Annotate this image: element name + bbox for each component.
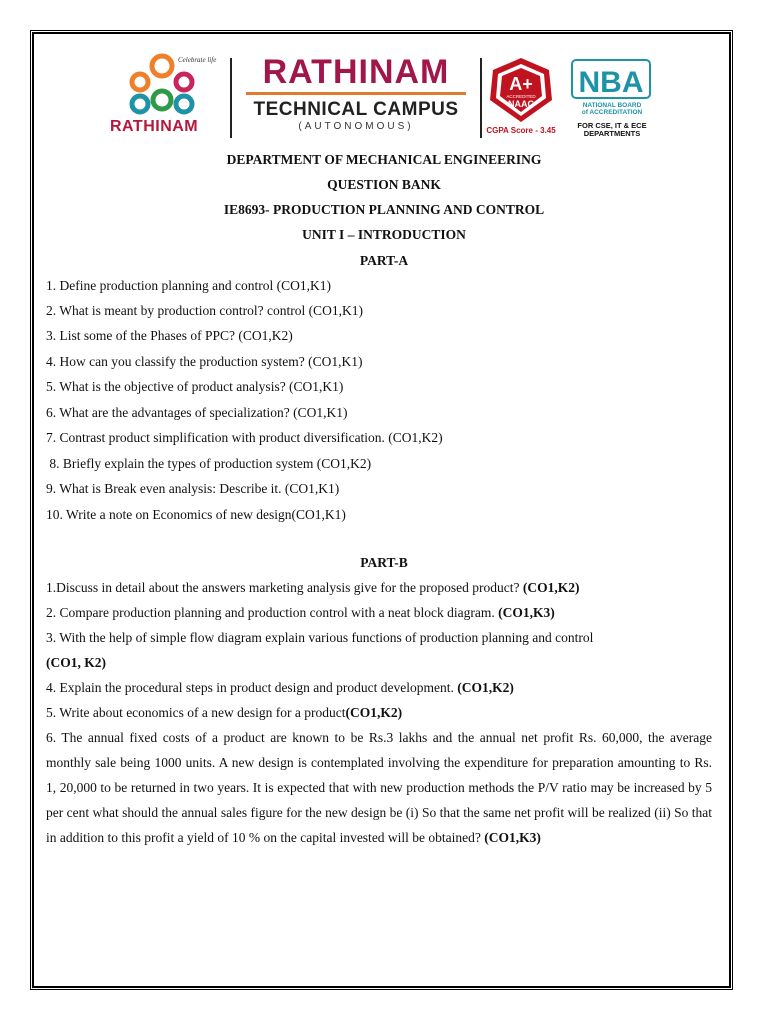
naac-grade: A+ xyxy=(509,74,533,94)
part-a-question: 4. How can you classify the production system? (CO1,K1) xyxy=(46,354,363,369)
nba-line-3: FOR CSE, IT & ECE xyxy=(577,121,647,130)
campus-name: RATHINAM xyxy=(262,53,450,91)
department-title: DEPARTMENT OF MECHANICAL ENGINEERING xyxy=(226,152,542,167)
naac-label: NAAC xyxy=(508,99,534,109)
part-a-question: 7. Contrast product simplification with product diversification. (CO1,K2) xyxy=(46,430,443,445)
part-b-question-co xyxy=(46,655,106,671)
question-co-tag: (CO1,K3) xyxy=(498,605,555,620)
part-b-question xyxy=(46,705,402,721)
campus-underline xyxy=(246,92,466,95)
question-text: 4. Explain the procedural steps in product design and product development. xyxy=(46,680,458,695)
naac-score: CGPA Score - 3.45 xyxy=(486,126,556,135)
nba-line-1: NATIONAL BOARD xyxy=(582,102,642,109)
part-a-question: 5. What is the objective of product analysis? (CO1,K1) xyxy=(46,379,344,394)
question-text: 1.Discuss in detail about the answers marketing analysis give for the proposed product? xyxy=(46,580,523,595)
campus-logo xyxy=(236,54,476,142)
question-text: 6. The annual fixed costs of a product are known to be Rs.3 lakhs and the annual net profit Rs. 60,000, the average monthly sale being 1000 units. A new design is contemplated involving the expenditure for preparation amounting to Rs. 1, 20,000 to be returned in two years. It is expected that with new production methods the P/V ratio may be increased by 5 per cent what should the annual sales figure for the new design be (i) So that the same net profit will be realized (ii) So that in addition to this profit a yield of 10 % on the capital invested will be obtained? xyxy=(46,730,712,845)
part-b-title: PART-B xyxy=(360,555,408,570)
part-a-question: 9. What is Break even analysis: Describe it. (CO1,K1) xyxy=(46,481,340,496)
part-b-question xyxy=(46,680,514,696)
part-a-question: 6. What are the advantages of specialization? (CO1,K1) xyxy=(46,405,348,420)
naac-badge xyxy=(486,56,556,140)
nba-logo-icon xyxy=(568,58,654,100)
part-a-question: 1. Define production planning and control (CO1,K1) xyxy=(46,278,331,293)
rathinam-logo xyxy=(108,50,228,142)
question-co-tag: (CO1,K2) xyxy=(345,705,403,720)
question-co-tag: (CO1,K2) xyxy=(522,580,580,595)
nba-line-4: DEPARTMENTS xyxy=(583,129,641,138)
campus-subtitle: TECHNICAL CAMPUS xyxy=(253,99,459,120)
part-b-question xyxy=(46,630,593,646)
part-b-question xyxy=(46,725,712,850)
part-a-question: 10. Write a note on Economics of new design(CO1,K1) xyxy=(46,507,346,522)
question-text: 5. Write about economics of a new design for a product xyxy=(46,705,346,720)
nba-badge xyxy=(568,58,654,142)
divider xyxy=(480,58,482,138)
unit-title: UNIT I – INTRODUCTION xyxy=(302,227,466,242)
question-co-tag: (CO1, K2) xyxy=(46,655,106,670)
part-a-title: PART-A xyxy=(359,253,409,268)
doc-type: QUESTION BANK xyxy=(327,177,441,192)
logo-tagline: Celebrate life xyxy=(178,56,217,64)
question-text: 2. Compare production planning and production control with a neat block diagram. xyxy=(46,605,499,620)
part-a-question: 2. What is meant by production control? control (CO1,K1) xyxy=(46,303,363,318)
part-b-question xyxy=(46,580,580,596)
naac-seal-icon xyxy=(486,56,556,124)
header-logos xyxy=(108,50,656,142)
nba-departments xyxy=(568,122,656,138)
part-a-question: 8. Briefly explain the types of production system (CO1,K2) xyxy=(46,456,372,471)
part-a-question: 3. List some of the Phases of PPC? (CO1,K2) xyxy=(46,328,293,343)
course-title: IE8693- PRODUCTION PLANNING AND CONTROL xyxy=(223,202,545,217)
logo-wordmark: RATHINAM xyxy=(110,118,199,135)
divider xyxy=(230,58,232,138)
question-co-tag: (CO1,K3) xyxy=(484,830,541,845)
question-co-tag: (CO1,K2) xyxy=(457,680,514,695)
nba-logo-text: NBA xyxy=(578,66,644,99)
nba-line-2: of ACCREDITATION xyxy=(581,109,643,116)
part-b-question xyxy=(46,605,555,621)
nba-name xyxy=(570,102,654,116)
campus-autonomous: (AUTONOMOUS) xyxy=(298,121,414,132)
naac-accredited: ACCREDITED xyxy=(506,94,536,99)
question-text: 3. With the help of simple flow diagram explain various functions of production planning and control xyxy=(46,630,594,645)
